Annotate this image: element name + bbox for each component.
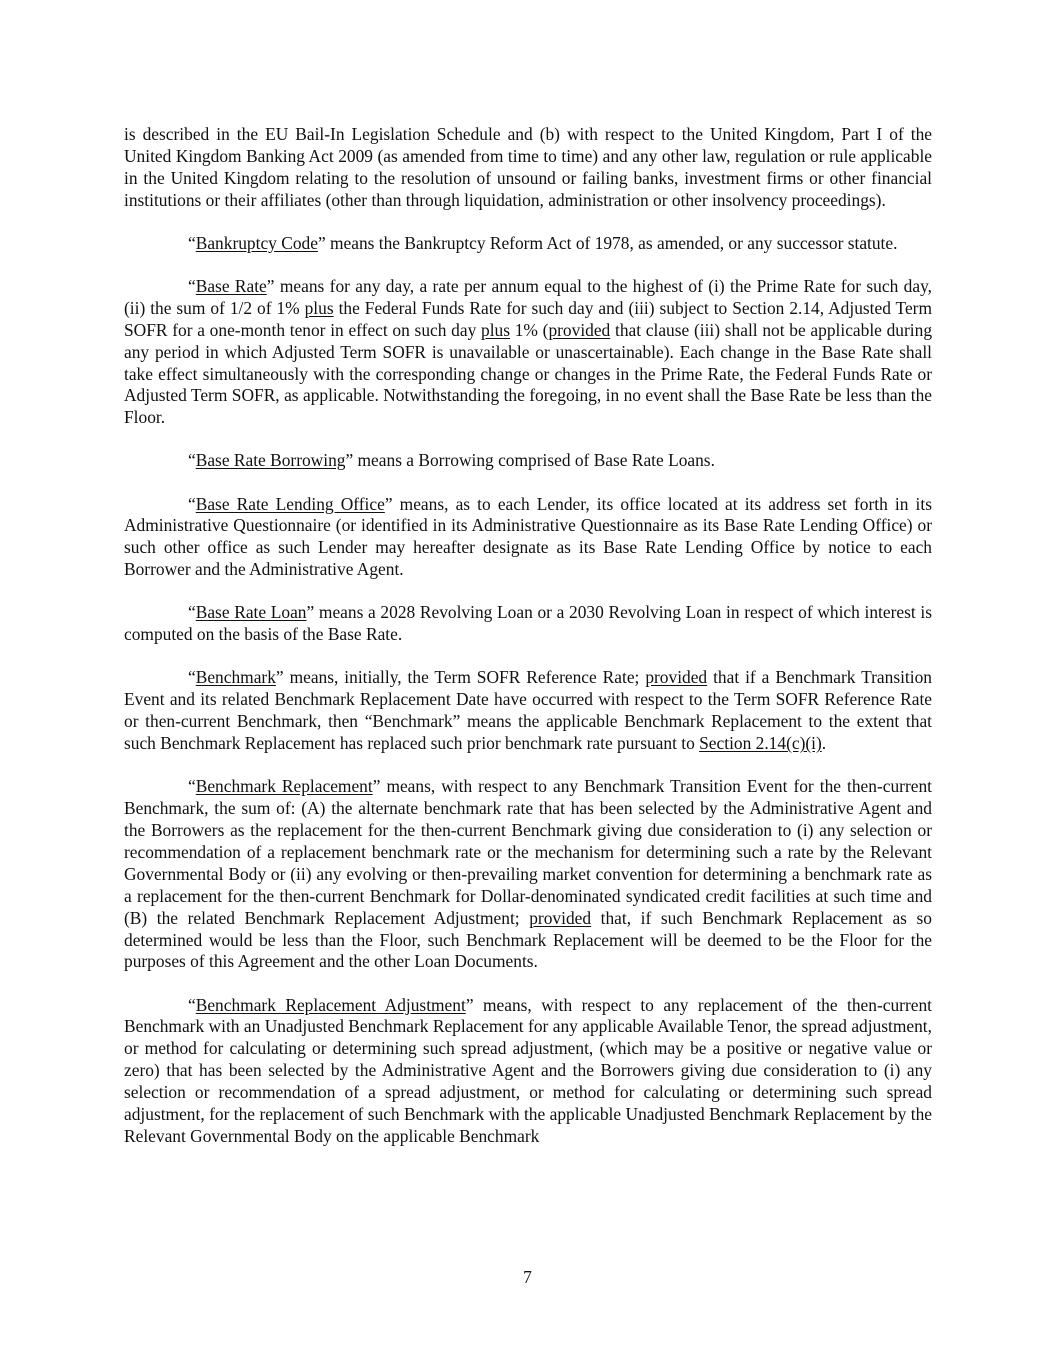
paragraph	[124, 450, 932, 472]
text-run: ” means a 2028 Revolving Loan or a 2030 Revolving Loan in respect of which interest is computed on the basis of the Base Rate.	[124, 602, 932, 645]
text-run: “	[188, 275, 196, 296]
text-run: 1% (	[510, 319, 549, 340]
paragraph	[124, 494, 932, 582]
text-run: “	[188, 232, 196, 253]
text-run: ” means a Borrowing comprised of Base Rate Loans.	[345, 450, 715, 471]
text-run: ” means for any day, a rate per annum equal to the highest of (i) the Prime Rate for such day, (ii) the sum of 1/2 of 1%	[124, 275, 932, 318]
defined-term: Benchmark	[195, 667, 276, 688]
text-run: is described in the EU Bail-In Legislation Schedule and (b) with respect to the United Kingdom, Part I of the United Kingdom Banking Act 2009 (as amended from time to time) and any other law, regulation or rule applicable in the United Kingdom relating to the resolution of unsound or failing banks, investment firms or other financial institutions or their affiliates (other than through liquidation, administration or other insolvency proceedings).	[124, 124, 932, 210]
text-run: that, if such Benchmark Replacement as so determined would be less than the Floor, such Benchmark Replacement will be deemed to be the Floor for the purposes of this Agreement and the other Loan Documents.	[124, 907, 932, 972]
text-run: “	[188, 776, 196, 797]
text-run: that clause (iii) shall not be applicable during any period in which Adjusted Term SOFR is unavailable or unascertainable). Each change in the Base Rate shall take effect simultaneously with the corresponding change or changes in the Prime Rate, the Federal Funds Rate or Adjusted Term SOFR, as applicable. Notwithstanding the foregoing, in no event shall the Base Rate be less than the Floor.	[124, 319, 933, 428]
text-run: .	[821, 733, 827, 754]
defined-term: Base Rate Loan	[195, 602, 307, 623]
defined-term: Section 2.14(c)(i)	[699, 733, 822, 754]
page-number: 7	[523, 1267, 532, 1287]
defined-term: Base Rate Borrowing	[195, 450, 346, 471]
text-run: “	[188, 450, 196, 471]
paragraph	[124, 995, 932, 1148]
paragraph	[124, 276, 932, 429]
defined-term: provided	[529, 907, 592, 928]
text-run: the Federal Funds Rate for such day and (iii) subject to Section 2.14, Adjusted Term SOFR for a one-month tenor in effect on such day	[124, 297, 932, 340]
text-run: “	[188, 667, 196, 688]
document-page	[124, 124, 932, 1169]
text-run: “	[188, 602, 196, 623]
defined-term: Base Rate	[195, 275, 267, 296]
paragraph	[124, 233, 932, 255]
text-run: that if a Benchmark Transition Event and its related Benchmark Replacement Date have occurred with respect to the Term SOFR Reference Rate or then-current Benchmark, then “Benchmark” means the applicable Benchmark Replacement to the extent that such Benchmark Replacement has replaced such prior benchmark rate pursuant to	[124, 667, 932, 754]
text-run: “	[188, 493, 196, 514]
text-run: ” means, with respect to any Benchmark Transition Event for the then-current Benchmark, the sum of: (A) the alternate benchmark rate that has been selected by the Administrative Agent and the Borrowers as the replacement for the then-current Benchmark giving due consideration to (i) any selection or recommendation of a replacement benchmark rate or the mechanism for determining such a rate by the Relevant Governmental Body or (ii) any evolving or then-prevailing market convention for determining a benchmark rate as a replacement for the then-current Benchmark for Dollar-denominated syndicated credit facilities at such time and (B) the related Benchmark Replacement Adjustment;	[124, 776, 932, 928]
text-run: ” means the Bankruptcy Reform Act of 1978, as amended, or any successor statute.	[317, 232, 898, 253]
defined-term: plus	[304, 297, 334, 318]
text-run: “	[188, 994, 196, 1015]
defined-term: Benchmark Replacement Adjustment	[195, 994, 466, 1015]
paragraph	[124, 776, 932, 973]
text-run: ” means, with respect to any replacement of the then-current Benchmark with an Unadjusted Benchmark Replacement for any applicable Available Tenor, the spread adjustment, or method for calculating or determining such spread adjustment, (which may be a positive or negative value or zero) that has been selected by the Administrative Agent and the Borrowers giving due consideration to (i) any selection or recommendation of a spread adjustment, or method for calculating or determining such spread adjustment, for the replacement of such Benchmark with the applicable Unadjusted Benchmark Replacement by the Relevant Governmental Body on the applicable Benchmark	[124, 994, 933, 1146]
defined-term: Benchmark Replacement	[195, 776, 373, 797]
paragraph	[124, 124, 932, 212]
text-run: ” means, as to each Lender, its office located at its address set forth in its Administrative Questionnaire (or identified in its Administrative Questionnaire as its Base Rate Lending Office) or such other office as such Lender may hereafter designate as its Base Rate Lending Office by notice to each Borrower and the Administrative Agent.	[124, 493, 932, 580]
defined-term: plus	[481, 319, 510, 340]
defined-term: provided	[548, 319, 611, 340]
paragraph	[124, 602, 932, 646]
document-body	[124, 124, 932, 1148]
defined-term: provided	[645, 667, 708, 688]
defined-term: Base Rate Lending Office	[195, 493, 385, 514]
defined-term: Bankruptcy Code	[195, 232, 318, 253]
paragraph	[124, 667, 932, 755]
text-run: ” means, initially, the Term SOFR Reference Rate;	[275, 667, 646, 688]
